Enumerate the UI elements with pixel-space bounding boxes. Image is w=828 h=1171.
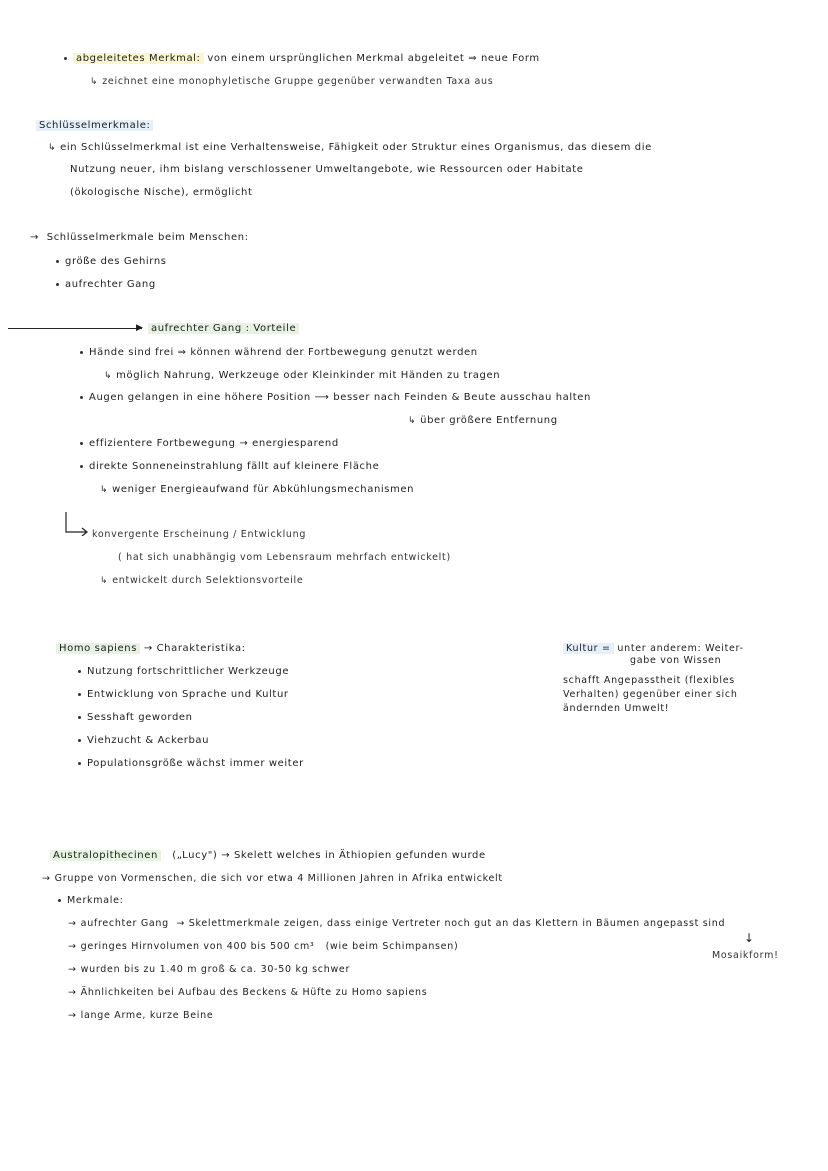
derived-trait-definition: von einem ursprünglichen Merkmal abgeleitet (207, 53, 465, 64)
bullet (56, 283, 59, 286)
list-item: Viehzucht & Ackerbau (78, 734, 209, 748)
arrow-down-icon: ↓ (744, 931, 755, 945)
culture-term: Kultur = (563, 643, 614, 654)
advantage-hands-sub: ↳ möglich Nahrung, Werkzeuge oder Kleinkinder mit Händen zu tragen (104, 370, 501, 381)
advantage-eyes-sub: ↳ über größere Entfernung (408, 415, 558, 426)
implies-arrow-icon: ⇒ (177, 347, 187, 358)
bullet (58, 899, 61, 902)
human-key-traits-heading: → Schlüsselmerkmale beim Menschen: (30, 232, 249, 243)
list-item: Nutzung fortschrittlicher Werkzeuge (78, 665, 289, 679)
implies-arrow-icon: ⇒ (468, 53, 478, 64)
trait-item: → geringes Hirnvolumen von 400 bis 500 cm³ (wie beim Schimpansen) (68, 941, 459, 952)
arrow-right-icon: → (239, 438, 249, 449)
upright-gait-heading: aufrechter Gang : Vorteile (148, 322, 299, 336)
hook-arrow-icon: ↳ (90, 77, 99, 87)
arrow-right-icon: → (68, 964, 77, 975)
hook-arrow-icon: ↳ (100, 576, 109, 586)
australopithecines-heading: Australopithecinen („Lucy") → Skelett welches in Äthiopien gefunden wurde (50, 849, 486, 863)
traits-label: Merkmale: (58, 894, 124, 908)
bullet (78, 670, 81, 673)
key-traits-heading: Schlüsselmerkmale: (36, 119, 153, 133)
derived-trait-sub: ↳ zeichnet eine monophyletische Gruppe gegenüber verwandten Taxa aus (90, 76, 494, 87)
key-traits-line-2: Nutzung neuer, ihm bislang verschlossener Umweltangebote, wie Ressourcen oder Habitate (70, 164, 584, 175)
long-arrow-line (8, 328, 142, 329)
trait-item: → lange Arme, kurze Beine (68, 1010, 214, 1021)
list-item: aufrechter Gang (56, 278, 156, 292)
key-traits-line-3: (ökologische Nische), ermöglicht (70, 187, 253, 198)
list-item: Entwicklung von Sprache und Kultur (78, 688, 289, 702)
hook-arrow-icon: ↳ (48, 143, 57, 153)
bullet (56, 260, 59, 263)
arrow-right-icon: → (42, 873, 51, 884)
australopithecines-group: → Gruppe von Vormenschen, die sich vor etwa 4 Millionen Jahren in Afrika entwickelt (42, 873, 503, 884)
key-traits-line-1: ↳ ein Schlüsselmerkmal ist eine Verhaltensweise, Fähigkeit oder Struktur eines Organismus, das diesem die (48, 142, 652, 153)
culture-note-line-2: gabe von Wissen (630, 655, 722, 666)
hook-arrow-icon: ↳ (100, 485, 109, 495)
arrow-right-icon: → (68, 918, 77, 929)
hook-arrow-icon: ↳ (408, 416, 417, 426)
mosaic-form-note: Mosaikform! (712, 950, 779, 961)
homo-sapiens-heading: Homo sapiens → Charakteristika: (56, 642, 246, 656)
derived-trait-term: abgeleitetes Merkmal: (73, 53, 204, 64)
long-arrow-head-icon: ▶ (136, 323, 144, 333)
derived-trait-result: neue Form (480, 53, 540, 64)
large-hook-arrow-icon (60, 510, 92, 536)
arrow-right-icon: → (176, 918, 185, 929)
bullet (78, 716, 81, 719)
trait-item: → wurden bis zu 1.40 m groß & ca. 30-50 kg schwer (68, 964, 351, 975)
list-item: Sesshaft geworden (78, 711, 193, 725)
culture-note-line-1: Kultur = unter anderem: Weiter- (563, 642, 744, 656)
advantage-sun-sub: ↳ weniger Energieaufwand für Abkühlungsmechanismen (100, 484, 415, 495)
bullet (78, 739, 81, 742)
convergent-development: konvergente Erscheinung / Entwicklung (92, 529, 307, 540)
bullet (80, 442, 83, 445)
culture-note-line-5: ändernden Umwelt! (563, 703, 670, 714)
culture-note-line-4: Verhalten) gegenüber einer sich (563, 689, 738, 700)
advantage-eyes: Augen gelangen in eine höhere Position ⟶ besser nach Feinden & Beute ausschau halten (80, 391, 591, 405)
arrow-right-icon: → (143, 643, 153, 654)
long-arrow-icon: ⟶ (314, 392, 330, 403)
advantage-hands: Hände sind frei ⇒ können während der Fortbewegung genutzt werden (80, 346, 478, 360)
arrow-right-icon: → (68, 941, 77, 952)
list-item: Populationsgröße wächst immer weiter (78, 757, 304, 771)
advantage-efficiency: effizientere Fortbewegung → energiesparend (80, 437, 339, 451)
bullet (78, 762, 81, 765)
trait-item: → aufrechter Gang → Skelettmerkmale zeigen, dass einige Vertreter noch gut an das Klettern in Bäumen angepasst sind (68, 918, 726, 929)
convergent-note: ( hat sich unabhängig vom Lebensraum mehrfach entwickelt) (118, 552, 451, 563)
bullet (64, 57, 67, 60)
bullet (80, 351, 83, 354)
bullet (80, 396, 83, 399)
trait-item: → Ähnlichkeiten bei Aufbau des Beckens & Hüfte zu Homo sapiens (68, 987, 428, 998)
advantage-sun: direkte Sonneneinstrahlung fällt auf kleinere Fläche (80, 460, 379, 474)
arrow-right-icon: → (68, 1010, 77, 1021)
convergent-sub: ↳ entwickelt durch Selektionsvorteile (100, 575, 304, 586)
derived-trait-line (64, 52, 540, 66)
hook-arrow-icon: ↳ (104, 371, 113, 381)
arrow-right-icon: → (30, 232, 39, 243)
culture-note-line-3: schafft Angepasstheit (flexibles (563, 675, 735, 686)
list-item: größe des Gehirns (56, 255, 167, 269)
bullet (78, 693, 81, 696)
bullet (80, 465, 83, 468)
lucy-label: („Lucy") (172, 850, 218, 861)
arrow-right-icon: → (68, 987, 77, 998)
arrow-right-icon: → (221, 850, 231, 861)
